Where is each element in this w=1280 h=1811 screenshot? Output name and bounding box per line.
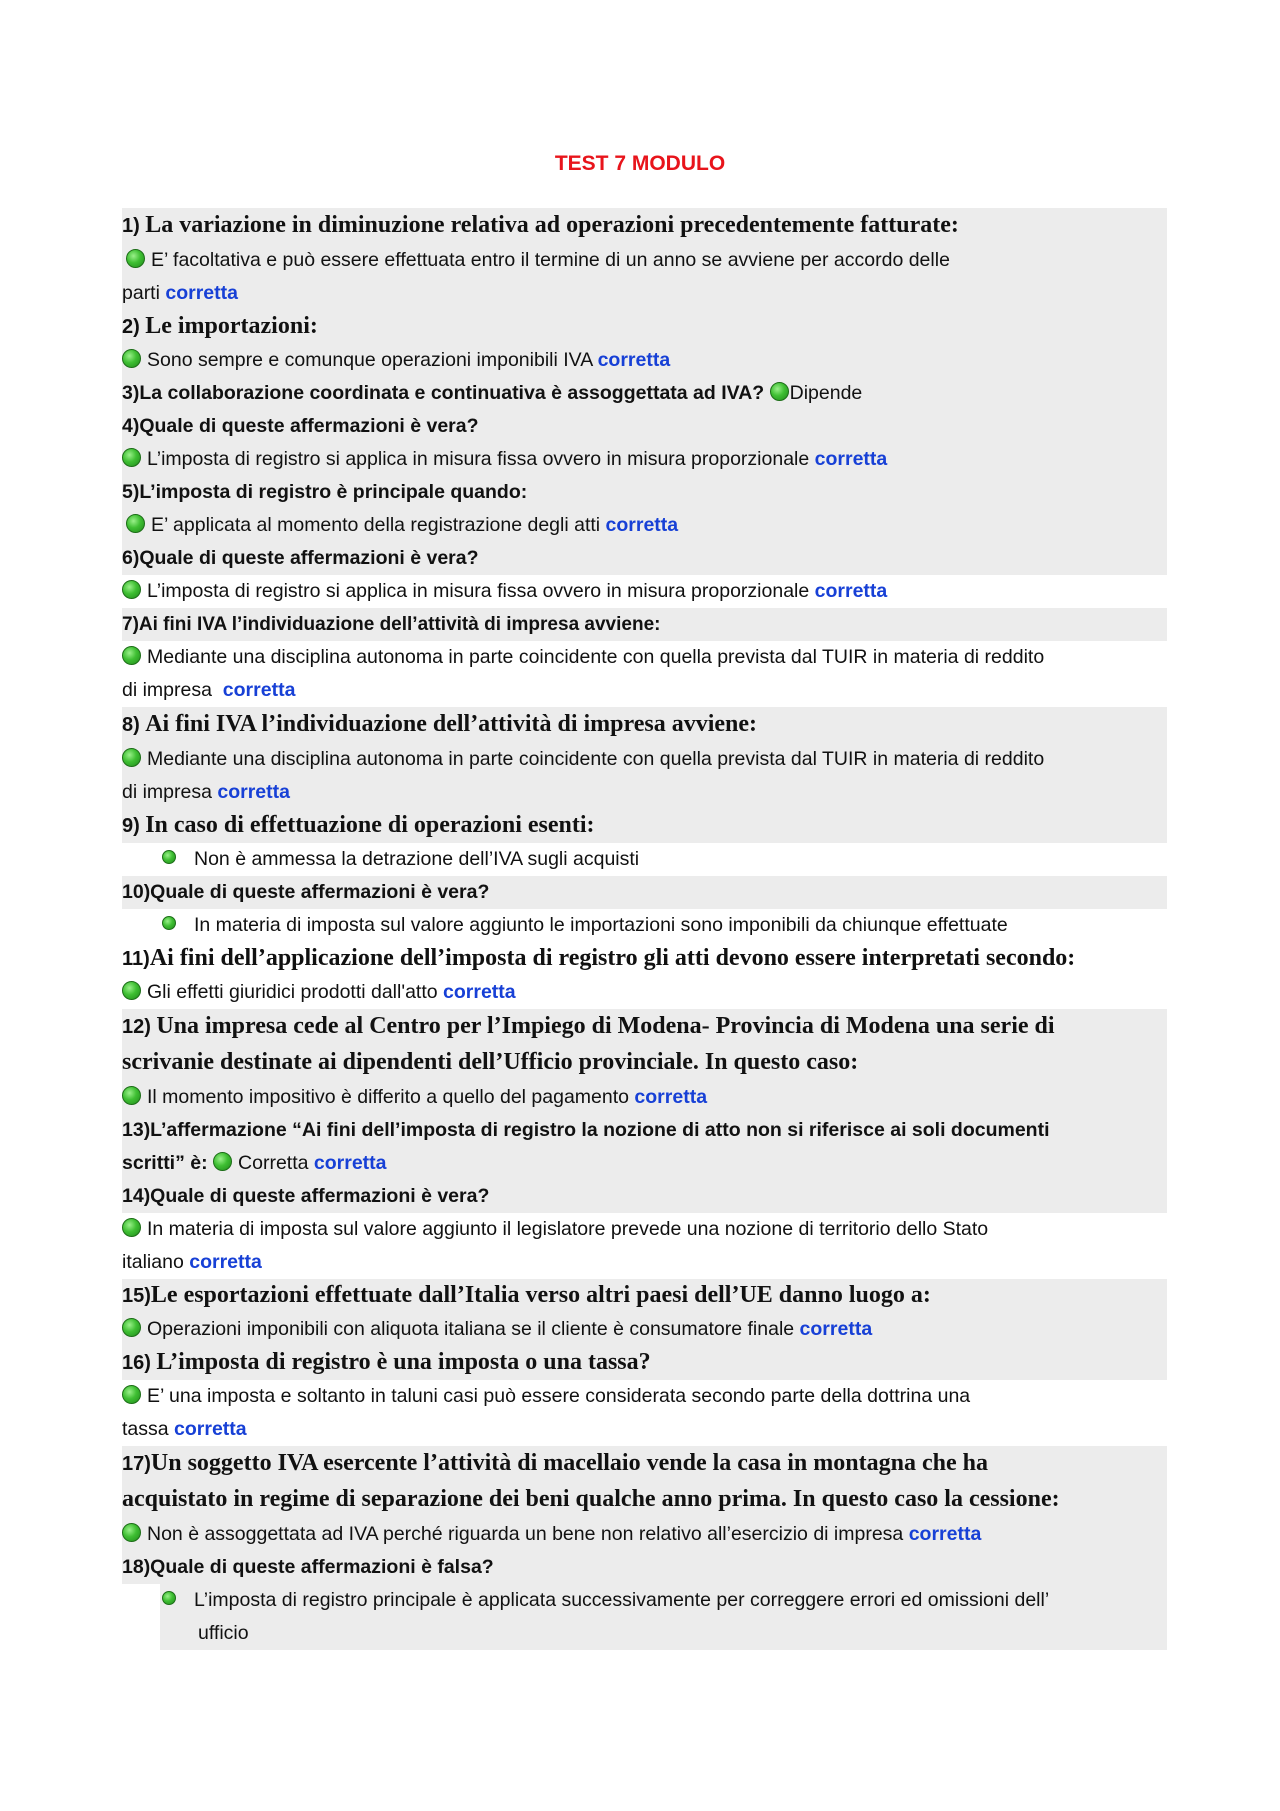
answer-10: In materia di imposta sul valore aggiunto le importazioni sono imponibili da chiunque effettuate bbox=[122, 909, 1167, 942]
answer-5: E’ applicata al momento della registrazione degli atti corretta bbox=[122, 509, 1167, 542]
correct-label: corretta bbox=[799, 1318, 873, 1340]
green-bullet-icon bbox=[162, 1591, 176, 1605]
question-13: 13)L’affermazione “Ai fini dell’imposta di registro la nozione di atto non si riferisce ai soli documenti bbox=[122, 1114, 1167, 1147]
correct-label: corretta bbox=[814, 580, 888, 602]
green-bullet-icon bbox=[126, 514, 145, 533]
answer-12: Il momento impositivo è differito a quello del pagamento corretta bbox=[122, 1081, 1167, 1114]
answer-4: L’imposta di registro si applica in misura fissa ovvero in misura proporzionale corretta bbox=[122, 443, 1167, 476]
question-10: 10)Quale di queste affermazioni è vera? bbox=[122, 876, 1167, 909]
correct-label: corretta bbox=[597, 349, 671, 371]
answer-14-cont: italiano corretta bbox=[122, 1251, 262, 1273]
question-5: 5)L’imposta di registro è principale quando: bbox=[122, 476, 1167, 509]
answer-6: L’imposta di registro si applica in misura fissa ovvero in misura proporzionale corretta bbox=[122, 575, 1167, 608]
answer-18: L’imposta di registro principale è applicata successivamente per correggere errori ed omissioni dell’ bbox=[122, 1584, 1167, 1617]
correct-label: corretta bbox=[814, 448, 888, 470]
correct-label: corretta bbox=[443, 981, 516, 1003]
question-17-cont: acquistato in regime di separazione dei beni qualche anno prima. In questo caso la cessione: bbox=[122, 1482, 1167, 1518]
correct-label: corretta bbox=[908, 1523, 982, 1545]
green-bullet-icon bbox=[162, 850, 176, 864]
question-8: 8) Ai fini IVA l’individuazione dell’attività di impresa avviene: bbox=[122, 707, 1167, 743]
correct-label: corretta bbox=[634, 1086, 708, 1108]
question-11: 11)Ai fini dell’applicazione dell’imposta di registro gli atti devono essere interpretati secondo: bbox=[122, 945, 1076, 971]
answer-16-cont: tassa corretta bbox=[122, 1418, 247, 1440]
answer-1: E’ facoltativa e può essere effettuata entro il termine di un anno se avviene per accordo delle bbox=[122, 244, 1167, 277]
green-bullet-icon bbox=[122, 1523, 141, 1542]
green-bullet-icon bbox=[122, 1318, 141, 1337]
answer-17: Non è assoggettata ad IVA perché riguarda un bene non relativo all’esercizio di impresa corretta bbox=[122, 1518, 1167, 1551]
correct-label: corretta bbox=[165, 282, 238, 304]
answer-1-cont: parti corretta bbox=[122, 277, 1167, 310]
green-bullet-icon bbox=[122, 1385, 141, 1404]
answer-11: Gli effetti giuridici prodotti dall'atto corretta bbox=[122, 976, 1167, 1009]
answer-8-cont: di impresa corretta bbox=[122, 776, 1167, 809]
correct-label: corretta bbox=[605, 514, 679, 536]
correct-label: corretta bbox=[222, 679, 296, 701]
answer-15: Operazioni imponibili con aliquota italiana se il cliente è consumatore finale corretta bbox=[122, 1313, 1167, 1346]
page-title: TEST 7 MODULO bbox=[554, 152, 726, 175]
answer-14: In materia di imposta sul valore aggiunto il legislatore prevede una nozione di territorio dello Stato bbox=[122, 1213, 1167, 1246]
correct-label: corretta bbox=[313, 1152, 387, 1174]
answer-18-cont: ufficio bbox=[122, 1617, 1167, 1650]
question-4: 4)Quale di queste affermazioni è vera? bbox=[122, 410, 1167, 443]
answer-7-cont: di impresa corretta bbox=[122, 679, 296, 701]
green-bullet-icon bbox=[122, 646, 141, 665]
green-bullet-icon bbox=[770, 382, 789, 401]
question-12-cont: scrivanie destinate ai dipendenti dell’Ufficio provinciale. In questo caso: bbox=[122, 1045, 1167, 1081]
green-bullet-icon bbox=[122, 1218, 141, 1237]
answer-16: E’ una imposta e soltanto in taluni casi può essere considerata secondo parte della dottrina una bbox=[122, 1380, 1167, 1413]
green-bullet-icon bbox=[122, 349, 141, 368]
question-15: 15)Le esportazioni effettuate dall’Italia verso altri paesi dell’UE danno luogo a: bbox=[122, 1279, 1167, 1313]
green-bullet-icon bbox=[122, 981, 141, 1000]
correct-label: corretta bbox=[174, 1418, 247, 1440]
correct-label: corretta bbox=[189, 1251, 262, 1273]
answer-7: Mediante una disciplina autonoma in parte coincidente con quella prevista dal TUIR in materia di reddito bbox=[122, 641, 1167, 674]
question-2: 2) Le importazioni: bbox=[122, 310, 1167, 344]
question-6: 6)Quale di queste affermazioni è vera? bbox=[122, 542, 1167, 575]
green-bullet-icon bbox=[122, 580, 141, 599]
correct-label: corretta bbox=[217, 781, 290, 803]
quiz-content bbox=[122, 208, 1167, 1650]
answer-8: Mediante una disciplina autonoma in parte coincidente con quella prevista dal TUIR in materia di reddito bbox=[122, 743, 1167, 776]
green-bullet-icon bbox=[122, 448, 141, 467]
answer-9: Non è ammessa la detrazione dell’IVA sugli acquisti bbox=[122, 843, 1167, 876]
green-bullet-icon bbox=[122, 748, 141, 767]
question-9: 9) In caso di effettuazione di operazioni esenti: bbox=[122, 809, 1167, 843]
green-bullet-icon bbox=[122, 1086, 141, 1105]
question-1: 1) La variazione in diminuzione relativa ad operazioni precedentemente fatturate: bbox=[122, 208, 1167, 244]
question-18: 18)Quale di queste affermazioni è falsa? bbox=[122, 1551, 1167, 1584]
question-13-cont: scritti” è: Corretta corretta bbox=[122, 1147, 1167, 1180]
green-bullet-icon bbox=[162, 916, 176, 930]
green-bullet-icon bbox=[126, 249, 145, 268]
green-bullet-icon bbox=[213, 1152, 232, 1171]
question-7: 7)Ai fini IVA l’individuazione dell’attività di impresa avviene: bbox=[122, 608, 1167, 641]
question-16: 16) L’imposta di registro è una imposta o una tassa? bbox=[122, 1346, 1167, 1380]
question-12: 12) Una impresa cede al Centro per l’Impiego di Modena- Provincia di Modena una serie di bbox=[122, 1009, 1167, 1045]
question-17: 17)Un soggetto IVA esercente l’attività di macellaio vende la casa in montagna che ha bbox=[122, 1446, 1167, 1482]
answer-2: Sono sempre e comunque operazioni imponibili IVA corretta bbox=[122, 344, 1167, 377]
question-3: 3)La collaborazione coordinata e continuativa è assoggettata ad IVA? Dipende bbox=[122, 377, 1167, 410]
question-14: 14)Quale di queste affermazioni è vera? bbox=[122, 1180, 1167, 1213]
